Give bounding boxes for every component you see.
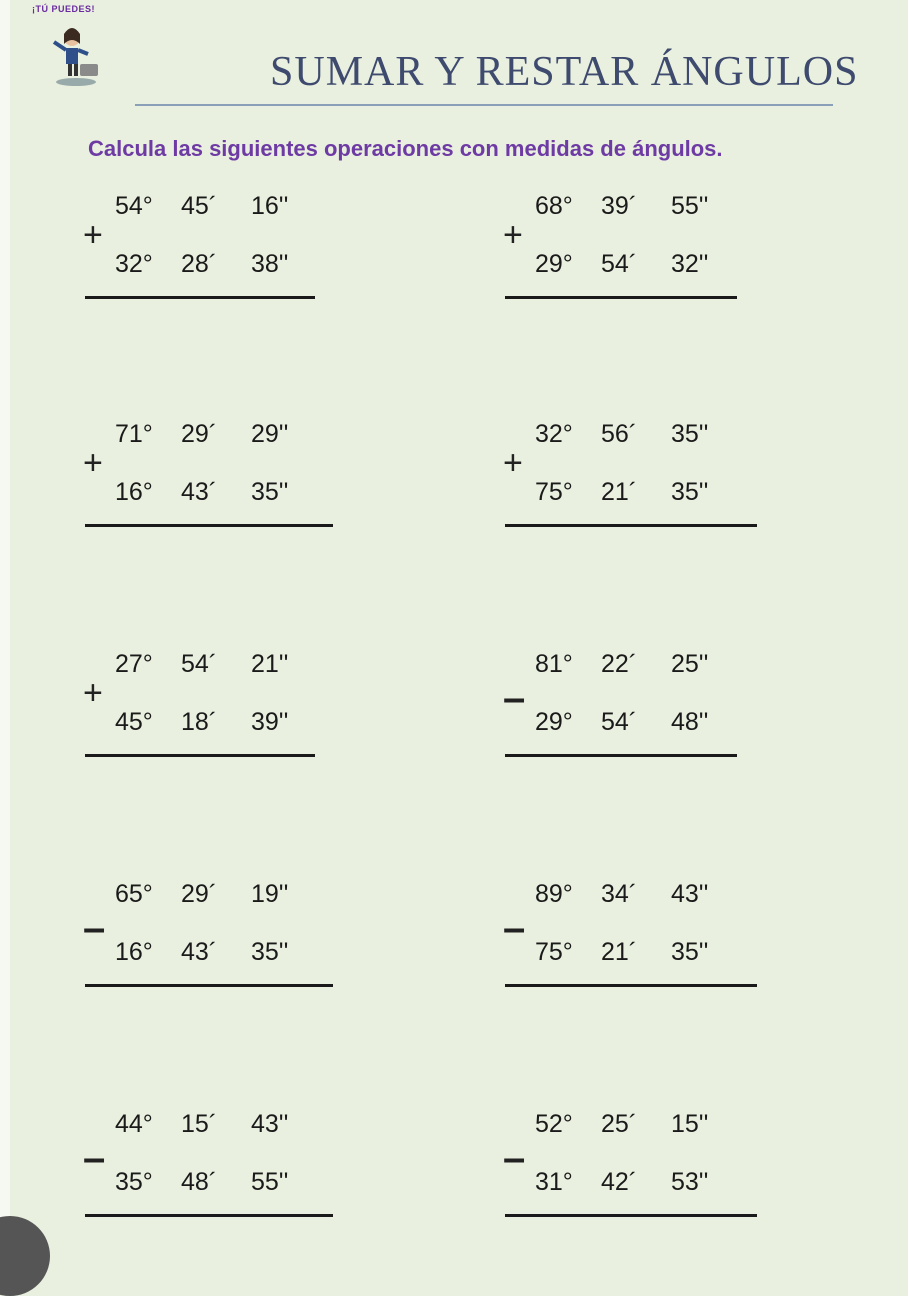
result-line bbox=[505, 524, 757, 527]
bottom-angle bbox=[115, 478, 311, 507]
degrees: 65° bbox=[115, 880, 153, 908]
problem-9 bbox=[85, 1110, 345, 1230]
result-line bbox=[85, 984, 333, 987]
seconds: 48'' bbox=[671, 708, 709, 736]
minutes: 54´ bbox=[601, 250, 638, 278]
logo-avatar bbox=[32, 4, 118, 90]
degrees: 45° bbox=[115, 708, 153, 736]
top-angle bbox=[115, 420, 311, 449]
bottom-angle bbox=[115, 708, 311, 737]
minus-sign: – bbox=[503, 1136, 526, 1180]
problem-10 bbox=[505, 1110, 765, 1230]
seconds: 35'' bbox=[251, 938, 289, 966]
plus-sign: + bbox=[83, 444, 103, 482]
seconds: 39'' bbox=[251, 708, 289, 736]
minus-sign: – bbox=[83, 1136, 106, 1180]
seconds: 35'' bbox=[671, 938, 709, 966]
plus-sign: + bbox=[83, 674, 103, 712]
top-angle bbox=[535, 192, 731, 221]
corner-shape bbox=[0, 1216, 50, 1296]
result-line bbox=[85, 754, 315, 757]
seconds: 35'' bbox=[251, 478, 289, 506]
seconds: 55'' bbox=[251, 1168, 289, 1196]
plus-sign: + bbox=[503, 444, 523, 482]
result-line bbox=[85, 296, 315, 299]
problem-4 bbox=[505, 420, 765, 540]
seconds: 29'' bbox=[251, 420, 289, 448]
problem-2 bbox=[505, 192, 765, 312]
minutes: 39´ bbox=[601, 192, 638, 220]
seconds: 35'' bbox=[671, 420, 709, 448]
bottom-angle bbox=[115, 250, 311, 279]
bottom-angle bbox=[535, 708, 731, 737]
minutes: 34´ bbox=[601, 880, 638, 908]
seconds: 43'' bbox=[251, 1110, 289, 1138]
degrees: 81° bbox=[535, 650, 573, 678]
seconds: 53'' bbox=[671, 1168, 709, 1196]
degrees: 32° bbox=[115, 250, 153, 278]
top-angle bbox=[535, 1110, 731, 1139]
minus-sign: – bbox=[503, 906, 526, 950]
degrees: 52° bbox=[535, 1110, 573, 1138]
seconds: 25'' bbox=[671, 650, 709, 678]
degrees: 27° bbox=[115, 650, 153, 678]
top-angle bbox=[535, 650, 731, 679]
degrees: 75° bbox=[535, 938, 573, 966]
problem-1 bbox=[85, 192, 345, 312]
logo-text: ¡TÚ PUEDES! bbox=[32, 4, 96, 14]
degrees: 16° bbox=[115, 478, 153, 506]
minutes: 43´ bbox=[181, 478, 218, 506]
degrees: 32° bbox=[535, 420, 573, 448]
instruction-text: Calcula las siguientes operaciones con medidas de ángulos. bbox=[88, 136, 723, 161]
bottom-angle bbox=[115, 938, 311, 967]
top-angle bbox=[535, 880, 731, 909]
seconds: 21'' bbox=[251, 650, 289, 678]
minutes: 54´ bbox=[181, 650, 218, 678]
minutes: 22´ bbox=[601, 650, 638, 678]
bottom-angle bbox=[535, 478, 731, 507]
minutes: 25´ bbox=[601, 1110, 638, 1138]
problem-6 bbox=[505, 650, 765, 770]
result-line bbox=[505, 1214, 757, 1217]
bottom-angle bbox=[535, 250, 731, 279]
result-line bbox=[505, 754, 737, 757]
minutes: 18´ bbox=[181, 708, 218, 736]
minutes: 29´ bbox=[181, 880, 218, 908]
plus-sign: + bbox=[83, 216, 103, 254]
degrees: 31° bbox=[535, 1168, 573, 1196]
minutes: 28´ bbox=[181, 250, 218, 278]
problem-7 bbox=[85, 880, 345, 1000]
plus-sign: + bbox=[503, 216, 523, 254]
degrees: 29° bbox=[535, 708, 573, 736]
degrees: 75° bbox=[535, 478, 573, 506]
result-line bbox=[85, 1214, 333, 1217]
minutes: 21´ bbox=[601, 938, 638, 966]
degrees: 16° bbox=[115, 938, 153, 966]
minutes: 48´ bbox=[181, 1168, 218, 1196]
seconds: 35'' bbox=[671, 478, 709, 506]
degrees: 54° bbox=[115, 192, 153, 220]
result-line bbox=[505, 984, 757, 987]
seconds: 19'' bbox=[251, 880, 289, 908]
seconds: 43'' bbox=[671, 880, 709, 908]
degrees: 71° bbox=[115, 420, 153, 448]
top-angle bbox=[535, 420, 731, 449]
result-line bbox=[505, 296, 737, 299]
avatar-icon bbox=[32, 4, 118, 90]
degrees: 44° bbox=[115, 1110, 153, 1138]
problem-5 bbox=[85, 650, 345, 770]
seconds: 55'' bbox=[671, 192, 709, 220]
bottom-angle bbox=[535, 1168, 731, 1197]
bottom-angle bbox=[115, 1168, 311, 1197]
minutes: 45´ bbox=[181, 192, 218, 220]
problem-8 bbox=[505, 880, 765, 1000]
title-divider bbox=[135, 104, 833, 106]
top-angle bbox=[115, 1110, 311, 1139]
seconds: 15'' bbox=[671, 1110, 709, 1138]
page-edge bbox=[0, 0, 10, 1256]
bottom-angle bbox=[535, 938, 731, 967]
minutes: 54´ bbox=[601, 708, 638, 736]
minus-sign: – bbox=[503, 676, 526, 720]
minus-sign: – bbox=[83, 906, 106, 950]
top-angle bbox=[115, 880, 311, 909]
minutes: 42´ bbox=[601, 1168, 638, 1196]
top-angle bbox=[115, 192, 311, 221]
top-angle bbox=[115, 650, 311, 679]
minutes: 29´ bbox=[181, 420, 218, 448]
seconds: 16'' bbox=[251, 192, 289, 220]
minutes: 56´ bbox=[601, 420, 638, 448]
degrees: 89° bbox=[535, 880, 573, 908]
minutes: 21´ bbox=[601, 478, 638, 506]
page-title: SUMAR Y RESTAR ÁNGULOS bbox=[270, 49, 859, 95]
degrees: 68° bbox=[535, 192, 573, 220]
degrees: 35° bbox=[115, 1168, 153, 1196]
seconds: 32'' bbox=[671, 250, 709, 278]
problem-3 bbox=[85, 420, 345, 540]
seconds: 38'' bbox=[251, 250, 289, 278]
minutes: 15´ bbox=[181, 1110, 218, 1138]
minutes: 43´ bbox=[181, 938, 218, 966]
degrees: 29° bbox=[535, 250, 573, 278]
result-line bbox=[85, 524, 333, 527]
